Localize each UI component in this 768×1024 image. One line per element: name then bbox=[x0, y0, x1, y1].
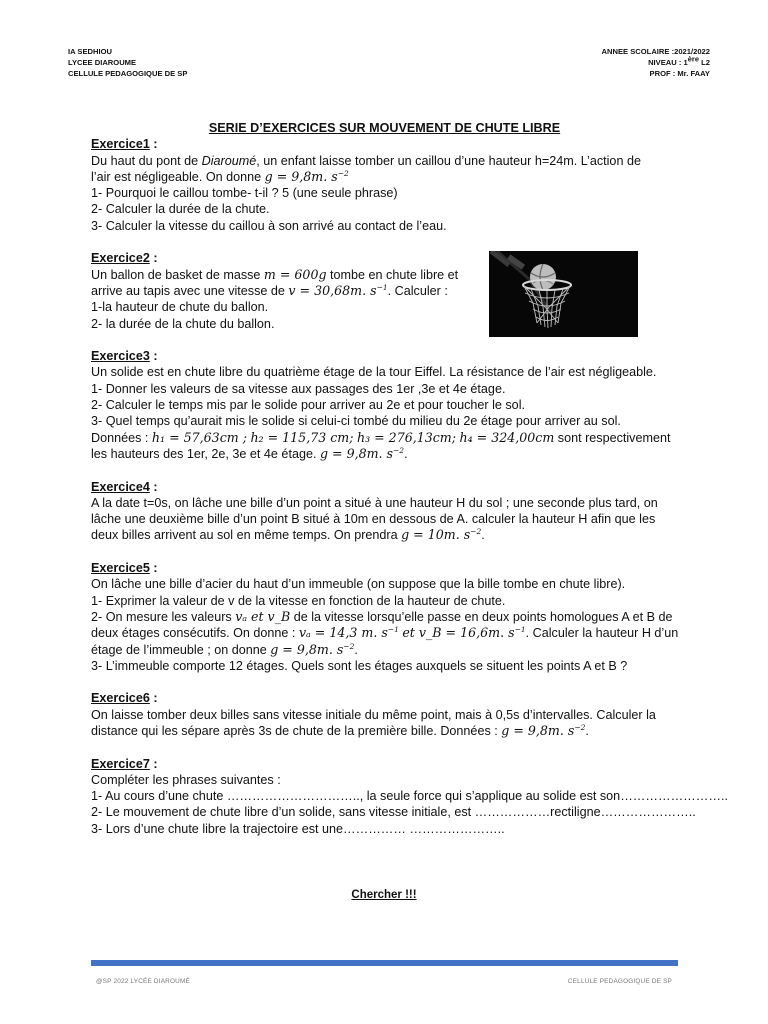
exercise-3-q1: 1- Donner les valeurs de sa vitesse aux passages des 1er ,3e et 4e étage. bbox=[91, 381, 506, 396]
exercise-4-line-3: deux billes arrivent au sol en même temps. On prendra g = 10m. $s^{-2}$. bbox=[91, 527, 485, 543]
exercise-2-title: Exercice2 bbox=[91, 251, 150, 266]
exercise-5-line-1: On lâche une bille d’acier du haut d’un immeuble (on suppose que la bille tombe en chute libre). bbox=[91, 577, 626, 592]
header-level bbox=[602, 54, 710, 68]
exercise-5-q2-end: étage de l’immeuble ; on donne g = 9,8m. $s^{-2}$. bbox=[91, 641, 358, 657]
exercise-2-line-2: arrive au tapis avec une vitesse de v = 30,68m. $s^{-1}$. Calculer : bbox=[91, 282, 448, 298]
level-prefix: NIVEAU : 1 bbox=[648, 58, 688, 67]
exercise-5: Exercice5 : On lâche une bille d’acier du haut d’un immeuble (on suppose que la bille tombe en chute libre). 1- Exprimer la valeur de v de la vitesse en fonction de la hauteur de chute. 2- On mesure les valeurs vₐ et v_B de la vitesse lorsqu’elle passe en deux points homologues A et B de deux étages consécutifs. On donne : vₐ = 14,3 m. $s^{-1}$ et v_B = 16,6m. $s^{-1}$. Calculer la hauteur H d’un étage de l’immeuble ; on donne g = 9,8m. $s^{-2}$. 3- L’immeuble comporte 12 étages. Quels sont les étages auxquels se situent les points A et B ? bbox=[91, 561, 679, 673]
header-school: LYCEE DIAROUME bbox=[68, 58, 137, 67]
exercise-5-q1: 1- Exprimer la valeur de v de la vitesse en fonction de la hauteur de chute. bbox=[91, 593, 506, 608]
exercise-5-title: Exercice5 bbox=[91, 561, 150, 576]
header-cell: CELLULE PEDAGOGIQUE DE SP bbox=[68, 69, 188, 78]
exercise-3-data-2: les hauteurs des 1er, 2e, 3e et 4e étage. g = 9,8m. $s^{-2}$. bbox=[91, 445, 408, 461]
exercise-3-line-1: Un solide est en chute libre du quatrième étage de la tour Eiffel. La résistance de l’air est négligeable. bbox=[91, 365, 657, 380]
footer-bar bbox=[91, 960, 678, 966]
exercise-2-q1: 1-la hauteur de chute du ballon. bbox=[91, 300, 269, 315]
exercise-3-data: Données : h₁ = 57,63cm ; h₂ = 115,73 cm; h₃ = 276,13cm; h₄ = 324,00cm sont respectivement bbox=[91, 429, 671, 445]
basketball-hoop-icon bbox=[489, 251, 638, 337]
exercise-7-s2: 2- Le mouvement de chute libre d’un solide, sans vitesse initiale, est ………………rectiligne………………….. bbox=[91, 805, 696, 820]
closing-text: Chercher !!! bbox=[351, 889, 417, 901]
header-right bbox=[602, 46, 710, 79]
exercise-4: Exercice4 : A la date t=0s, on lâche une bille d’un point a situé à une hauteur H du sol ; une seconde plus tard, on lâche une deuxième bille d’un point B situé à 10m en dessous de A. calculer la hauteur H afin que les deux billes arrivent au sol en même temps. On prendra g = 10m. $s^{-2}$. bbox=[91, 479, 678, 544]
exercise-7-s1: 1- Au cours d’une chute ………………………….., la seule force qui s’applique au solide est son…………………….. bbox=[91, 789, 728, 804]
exercise-6-line-2: distance qui les sépare après 3s de chute de la première bille. Données : g = 9,8m. $s^{-2}$. bbox=[91, 722, 589, 738]
header-left bbox=[68, 46, 187, 79]
exercise-1-line-1: Du haut du pont de Diaroumé, un enfant laisse tomber un caillou d’une hauteur h=24m. L’action de bbox=[91, 153, 641, 168]
exercise-4-title: Exercice4 bbox=[91, 479, 150, 494]
worksheet-body bbox=[91, 120, 728, 837]
exercise-4-line-2: lâche une deuxième bille d’un point B situé à 10m en dessous de A. calculer la hauteur H afin que les bbox=[91, 512, 656, 527]
exercise-6-line-1: On laisse tomber deux billes sans vitesse initiale du même point, mais à 0,5s d’intervalles. Calculer la bbox=[91, 707, 656, 722]
exercise-3-title: Exercice3 bbox=[91, 349, 150, 364]
footer-right: CELLULE PEDAGOGIQUE DE SP bbox=[567, 978, 672, 985]
header-year: ANNEE SCOLAIRE :2021/2022 bbox=[601, 47, 710, 56]
exercise-6-title: Exercice6 bbox=[91, 691, 150, 706]
exercise-5-q3: 3- L’immeuble comporte 12 étages. Quels sont les étages auxquels se situent les points A et B ? bbox=[91, 658, 628, 673]
basketball-hoop-image bbox=[489, 251, 638, 337]
exercise-5-q2: 2- On mesure les valeurs vₐ et v_B de la vitesse lorsqu’elle passe en deux points homologues A et B de bbox=[91, 608, 673, 624]
exercise-1-q2: 2- Calculer la durée de la chute. bbox=[91, 202, 270, 217]
exercise-6: Exercice6 : On laisse tomber deux billes sans vitesse initiale du même point, mais à 0,5s d’intervalles. Calculer la distance qui les sépare après 3s de chute de la première bille. Données : g = 9,8m. $s^{-2}$. bbox=[91, 690, 678, 739]
exercise-4-line-1: A la date t=0s, on lâche une bille d’un point a situé à une hauteur H du sol ; une seconde plus tard, on bbox=[91, 495, 658, 510]
exercise-1: Exercice1 : Du haut du pont de Diaroumé, un enfant laisse tomber un caillou d’une hauteur h=24m. L’action de l’air est négligeable. On donne g = 9,8m. $s^{-2}$ 1- Pourquoi le caillou tombe- t-il ? 5 (une seule phrase) 2- Calculer la durée de la chute. 3- Calculer la vitesse du caillou à son arrivé au contact de l’eau. bbox=[91, 136, 678, 234]
worksheet-title: SERIE D’EXERCICES SUR MOUVEMENT DE CHUTE LIBRE bbox=[208, 121, 561, 135]
exercise-7-title: Exercice7 bbox=[91, 756, 150, 771]
exercise-1-line-2: l’air est négligeable. On donne g = 9,8m. $s^{-2}$ bbox=[91, 168, 349, 184]
exercise-3: Exercice3 : Un solide est en chute libre du quatrième étage de la tour Eiffel. La résistance de l’air est négligeable. 1- Donner les valeurs de sa vitesse aux passages des 1er ,3e et 4e étage. 2- Calculer le temps mis par le solide pour arriver au 2e et pour toucher le sol. 3- Quel temps qu’aurait mis le solide si celui-ci tombé du milieu du 2e étage pour arriver au sol. Données : h₁ = 57,63cm ; h₂ = 115,73 cm; h₃ = 276,13cm; h₄ = 324,00cm sont respectivement les hauteurs des 1er, 2e, 3e et 4e étage. g = 9,8m. $s^{-2}$. bbox=[91, 348, 678, 462]
exercise-2: Exercice2 : Un ballon de basket de masse m = 600g tombe en chute libre et arrive au tapis avec une vitesse de v = 30,68m. $s^{-1}$. Calculer : 1-la hauteur de chute du ballon. 2- la durée de la chute du ballon. bbox=[91, 250, 678, 331]
exercise-5-q2-data: deux étages consécutifs. On donne : vₐ = 14,3 m. $s^{-1}$ et v_B = 16,6m. $s^{-1}$. Calculer la hauteur H d’un bbox=[91, 625, 679, 641]
exercise-3-q3: 3- Quel temps qu’aurait mis le solide si celui-ci tombé du milieu du 2e étage pour arriver au sol. bbox=[91, 414, 621, 429]
exercise-1-q3: 3- Calculer la vitesse du caillou à son arrivé au contact de l’eau. bbox=[91, 218, 447, 233]
exercise-7-s3: 3- Lors d’une chute libre la trajectoire est une…………… ………………….. bbox=[91, 821, 505, 836]
exercise-2-q2: 2- la durée de la chute du ballon. bbox=[91, 316, 275, 331]
level-sup: ère bbox=[687, 54, 700, 64]
exercise-1-title: Exercice1 bbox=[91, 137, 150, 152]
exercise-3-q2: 2- Calculer le temps mis par le solide pour arriver au 2e et pour toucher le sol. bbox=[91, 398, 525, 413]
header-academy: IA SEDHIOU bbox=[68, 47, 113, 56]
footer-left: @SP 2022 LYCÉE DIAROUMÉ bbox=[96, 978, 190, 985]
exercise-7: Exercice7 : Compléter les phrases suivantes : 1- Au cours d’une chute ………………………….., la seule force qui s’applique au solide est son…………………….. 2- Le mouvement de chute libre d’un solide, sans vitesse initiale, est ………………rectiligne………………….. 3- Lors d’une chute libre la trajectoire est une…………… ………………….. bbox=[91, 756, 728, 836]
header-prof: PROF : Mr. FAAY bbox=[649, 69, 710, 78]
exercise-2-line-1: Un ballon de basket de masse m = 600g tombe en chute libre et bbox=[91, 266, 459, 282]
level-suffix: L2 bbox=[699, 58, 710, 67]
exercise-1-q1: 1- Pourquoi le caillou tombe- t-il ? 5 (une seule phrase) bbox=[91, 186, 398, 201]
exercise-7-instruction: Compléter les phrases suivantes : bbox=[91, 772, 281, 787]
